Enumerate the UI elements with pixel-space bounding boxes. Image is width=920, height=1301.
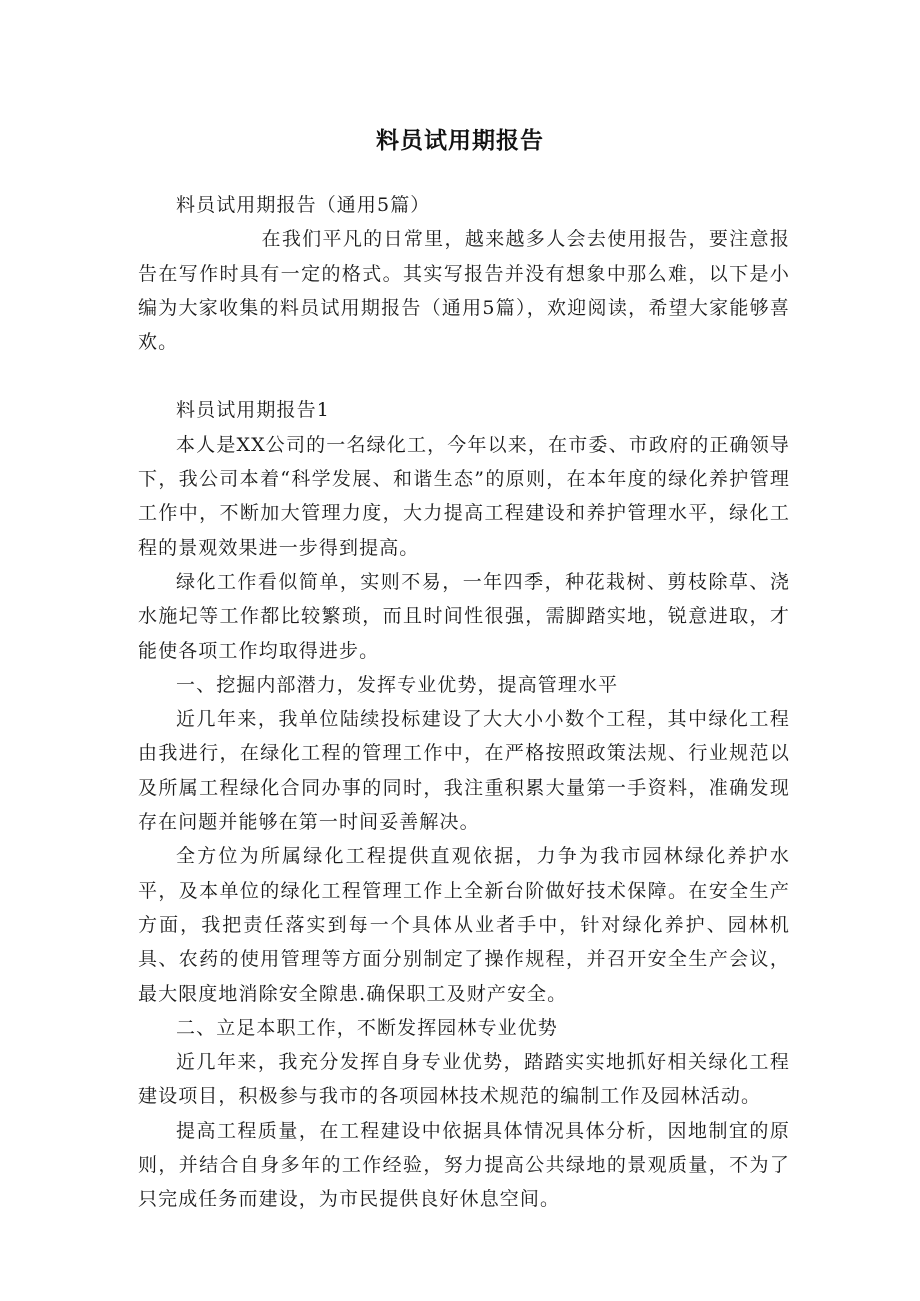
heading-2: 二、立足本职工作，不断发挥园林专业优势	[176, 1016, 558, 1039]
intro-paragraph: 在我们平凡的日常里，越来越多人会去使用报告，要注意报告在写作时具有一定的格式。其实写报告并没有想象中那么难，以下是小编为大家收集的料员试用期报告（通用5篇），欢迎阅读，希望大家能够喜欢。	[138, 228, 790, 354]
body-paragraph: 近几年来，我单位陆续投标建设了大大小小数个工程，其中绿化工程由我进行，在绿化工程的管理工作中，在严格按照政策法规、行业规范以及所属工程绿化合同办事的同时，我注重积累大量第一手资料，准确发现存在问题并能够在第一时间妥善解决。	[138, 708, 790, 834]
document-subtitle: 料员试用期报告（通用5篇）	[176, 194, 431, 216]
body-paragraph: 本人是XX公司的一名绿化工，今年以来，在市委、市政府的正确领导下，我公司本着“科学发展、和谐生态”的原则，在本年度的绿化养护管理工作中，不断加大管理力度，大力提高工程建设和养护管理水平，绿化工程的景观效果进一步得到提高。	[138, 433, 790, 559]
heading-1: 一、挖掘内部潜力，发挥专业优势，提高管理水平	[176, 673, 619, 696]
body-paragraph: 全方位为所属绿化工程提供直观依据，力争为我市园林绿化养护水平，及本单位的绿化工程管理工作上全新台阶做好技术保障。在安全生产方面，我把责任落实到每一个具体从业者手中，针对绿化养护、园林机具、农药的使用管理等方面分别制定了操作规程，并召开安全生产会议，最大限度地消除安全隙患.确保职工及财产安全。	[138, 845, 790, 1005]
body-paragraph: 近几年来，我充分发挥自身专业优势，踏踏实实地抓好相关绿化工程建设项目，积极参与我市的各项园林技术规范的编制工作及园林活动。	[138, 1051, 790, 1108]
document-body	[138, 188, 790, 1217]
section-title: 料员试用期报告1	[176, 399, 330, 422]
body-paragraph: 提高工程质量，在工程建设中依据具体情况具体分析，因地制宜的原则，并结合自身多年的工作经验，努力提高公共绿地的景观质量，不为了只完成任务而建设，为市民提供良好休息空间。	[138, 1119, 790, 1211]
body-paragraph: 绿化工作看似简单，实则不易，一年四季，种花栽树、剪枝除草、浇水施圮等工作都比较繁琐，而且时间性很强，需脚踏实地，锐意进取，才能使各项工作均取得进步。	[138, 570, 790, 662]
document-title: 料员试用期报告	[376, 128, 544, 154]
